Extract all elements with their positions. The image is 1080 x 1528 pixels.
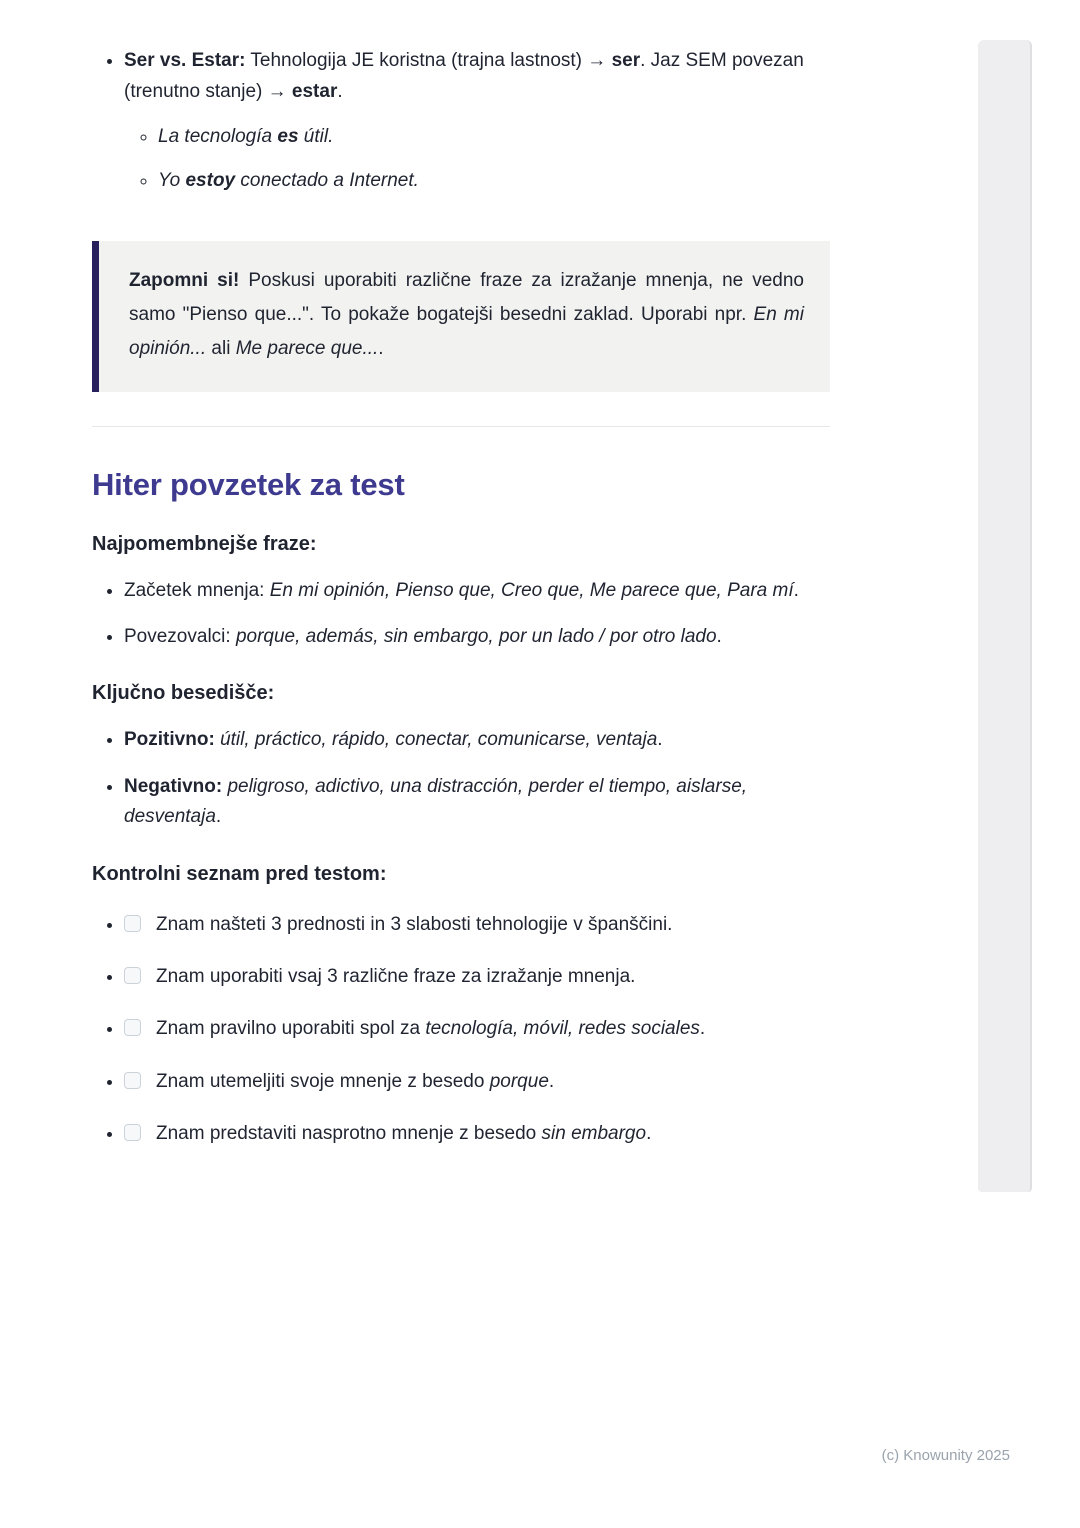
- checklist-item-text: Znam utemeljiti svoje mnenje z besedo porque.: [156, 1070, 555, 1092]
- checklist-item: [124, 1119, 830, 1149]
- list-item: [124, 772, 830, 833]
- callout-text: Zapomni si! Poskusi uporabiti različne fraze za izražanje mnenja, ne vedno samo "Pienso que...". To pokaže bogatejši besedni zaklad. Uporabi npr. En mi opinión... ali Me parece que....: [129, 270, 805, 360]
- checkbox[interactable]: [124, 915, 141, 932]
- grammar-list: [92, 46, 830, 197]
- section-title: Hiter povzetek za test: [92, 466, 405, 502]
- checklist-item-text: Znam našteti 3 prednosti in 3 slabosti tehnologije v španščini.: [156, 913, 673, 935]
- list-item-text: Negativno: peligroso, adictivo, una distracción, perder el tiempo, aislarse, desventaja.: [124, 775, 748, 828]
- scrollbar-thumb[interactable]: [978, 40, 1032, 1192]
- phrases-list: [92, 576, 830, 653]
- checklist-item: [124, 962, 830, 992]
- checkbox[interactable]: [124, 1072, 141, 1089]
- checkbox[interactable]: [124, 967, 141, 984]
- checklist-item-text: Znam pravilno uporabiti spol za tecnología, móvil, redes sociales.: [156, 1018, 706, 1040]
- checklist-item: [124, 1014, 830, 1044]
- callout-note: [92, 241, 830, 392]
- checklist: [92, 910, 830, 1150]
- list-item: [124, 46, 830, 197]
- vocabulary-list: [92, 725, 830, 832]
- grammar-sublist: [124, 122, 830, 198]
- divider: [92, 426, 830, 427]
- checklist-item: [124, 1067, 830, 1097]
- list-item: [158, 122, 830, 153]
- checklist-item-text: Znam predstaviti nasprotno mnenje z besedo sin embargo.: [156, 1123, 652, 1145]
- copyright: (c) Knowunity 2025: [881, 1447, 1010, 1464]
- list-item-text: Yo estoy conectado a Internet.: [158, 170, 419, 192]
- list-item-text: Pozitivno: útil, práctico, rápido, conectar, comunicarse, ventaja.: [124, 729, 663, 751]
- list-item-text: La tecnología es útil.: [158, 125, 334, 147]
- list-item: [124, 622, 830, 652]
- checkbox[interactable]: [124, 1019, 141, 1036]
- checkbox[interactable]: [124, 1124, 141, 1141]
- list-item: [124, 576, 830, 606]
- scrollbar-track[interactable]: [978, 40, 1032, 1192]
- subheading-phrases: Najpomembnejše fraze:: [92, 532, 317, 555]
- list-item-text: Povezovalci: porque, además, sin embargo, por un lado / por otro lado.: [124, 626, 722, 648]
- subheading-vocabulary: Ključno besedišče:: [92, 682, 275, 705]
- list-item: [158, 166, 830, 197]
- document-content: [92, 46, 830, 1150]
- checklist-item: [124, 910, 830, 940]
- checklist-item-text: Znam uporabiti vsaj 3 različne fraze za izražanje mnenja.: [156, 965, 636, 987]
- list-item: [124, 725, 830, 755]
- subheading-checklist: Kontrolni seznam pred testom:: [92, 862, 387, 885]
- list-item-text: Ser vs. Estar: Tehnologija JE koristna (trajna lastnost) → ser. Jaz SEM povezan (trenutno stanje) → estar.: [124, 50, 804, 102]
- list-item-text: Začetek mnenja: En mi opinión, Pienso que, Creo que, Me parece que, Para mí.: [124, 579, 799, 601]
